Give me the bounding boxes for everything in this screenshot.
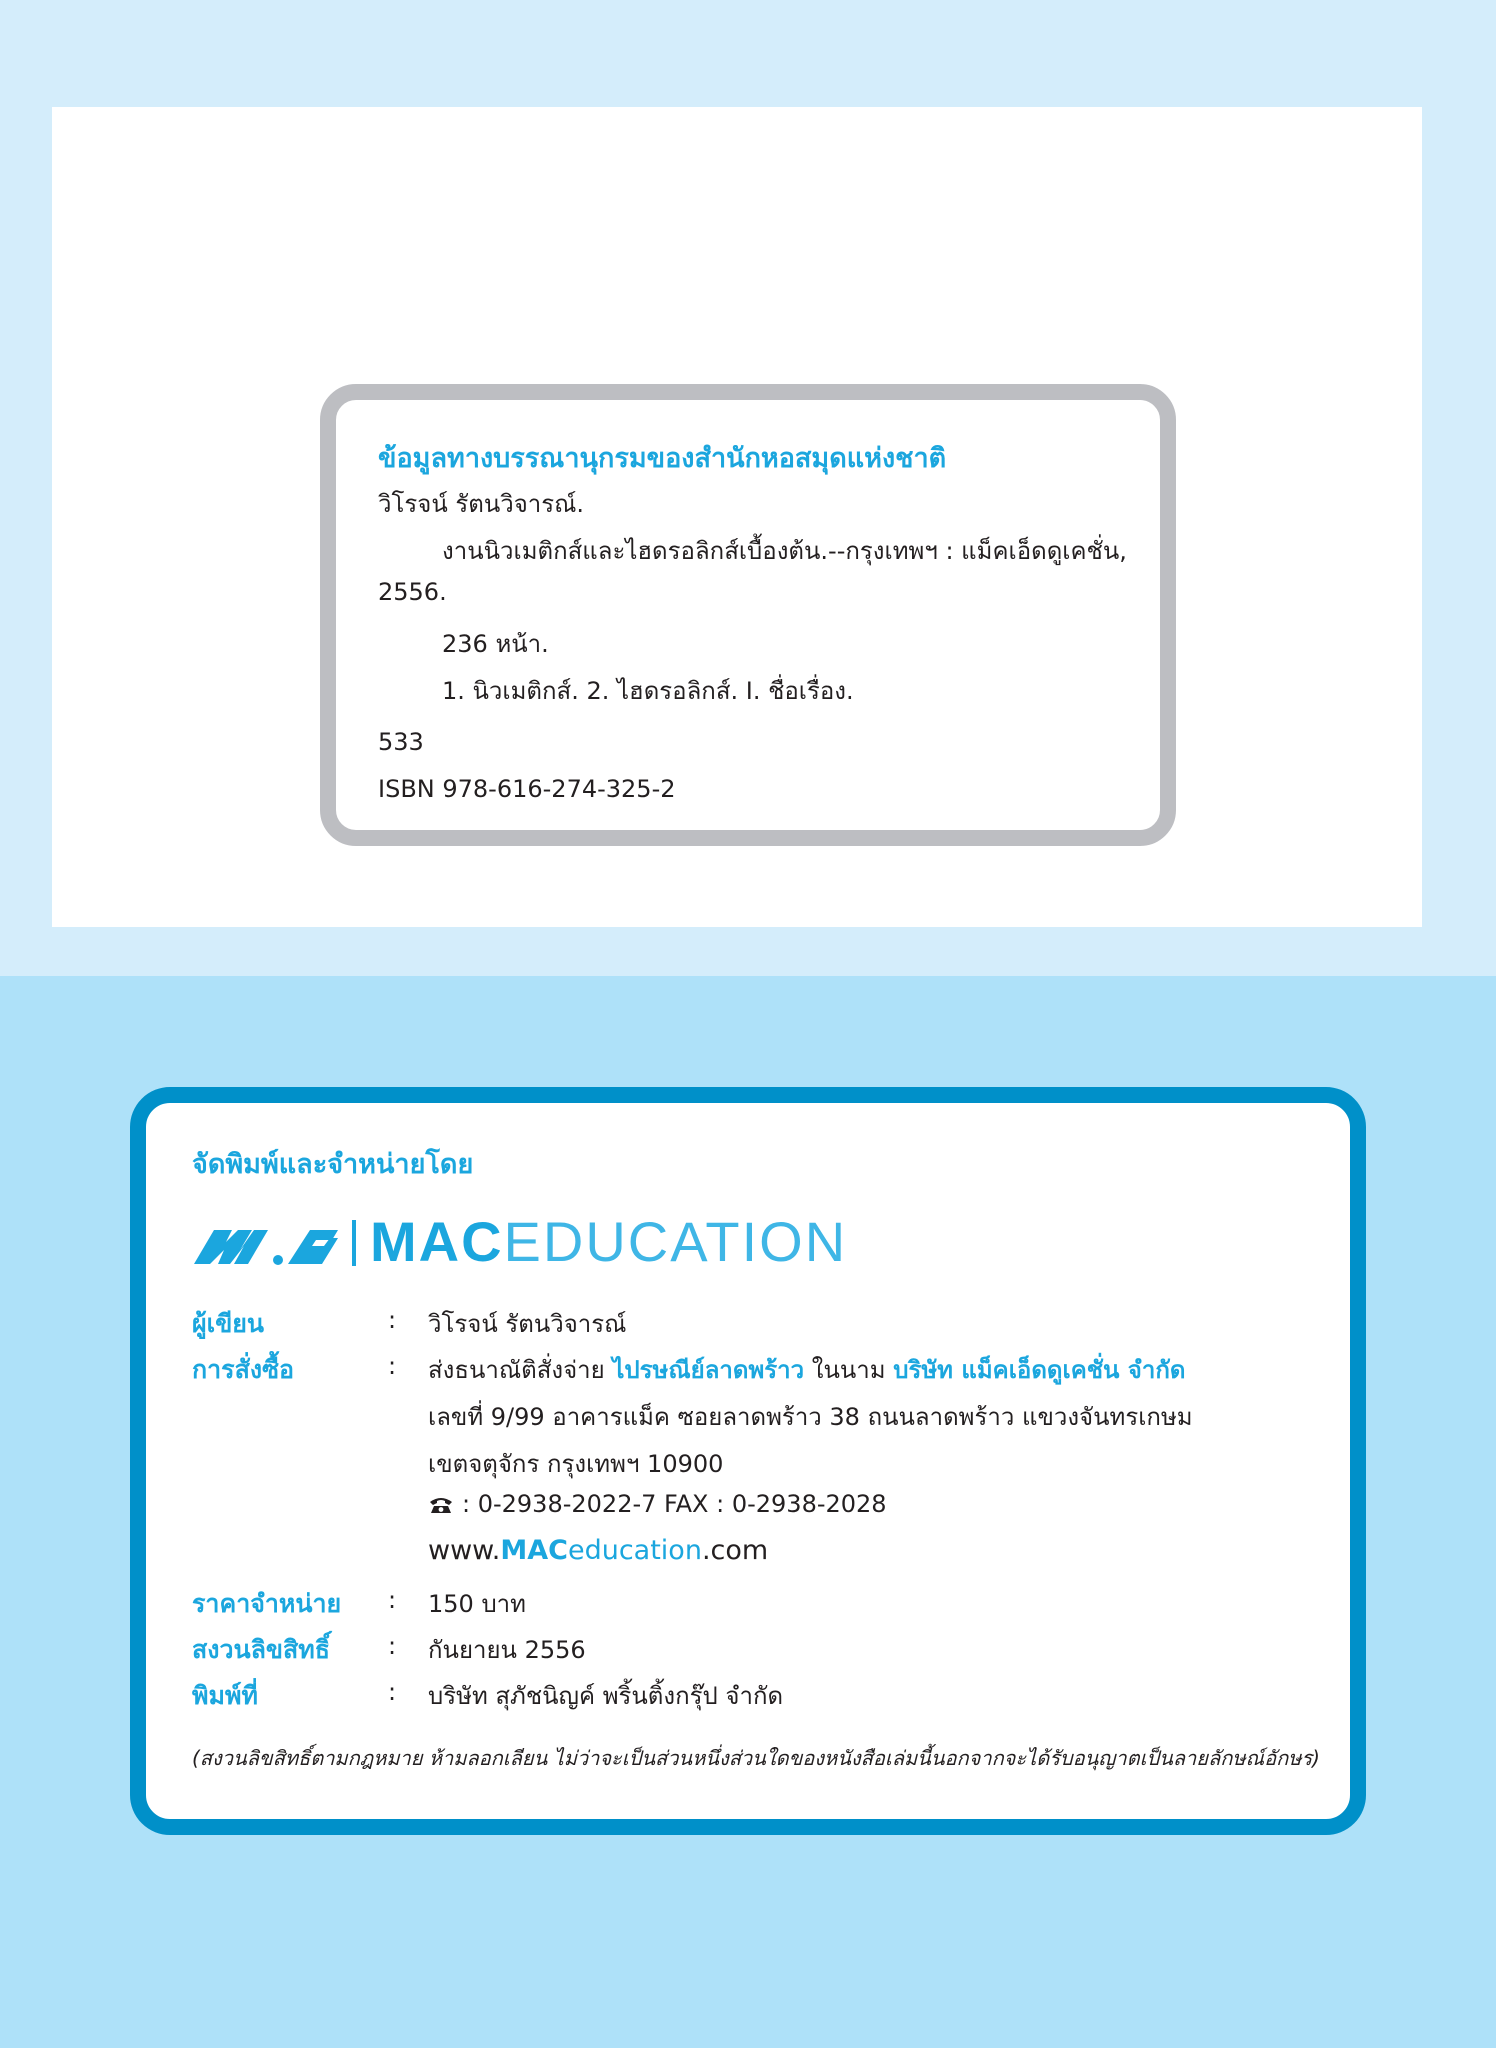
order-text-2: ในนาม bbox=[804, 1356, 894, 1384]
copyright-value: กันยายน 2556 bbox=[428, 1636, 586, 1664]
website-link[interactable] bbox=[428, 1535, 768, 1566]
phone-line bbox=[428, 1490, 887, 1518]
copyright-label: สงวนลิขสิทธิ์ bbox=[192, 1635, 331, 1664]
website-prefix: www. bbox=[428, 1535, 501, 1566]
telephone-icon bbox=[428, 1495, 454, 1515]
printer-value: บริษัท สุภัชนิญค์ พริ้นติ้งกรุ๊ป จำกัด bbox=[428, 1682, 784, 1710]
cip-pages: 236 หน้า. bbox=[442, 630, 549, 658]
author-label: ผู้เขียน bbox=[192, 1309, 265, 1338]
copyright-notice: (สงวนลิขสิทธิ์ตามกฎหมาย ห้ามลอกเลียน ไม่ว่าจะเป็นส่วนหนึ่งส่วนใดของหนังสือเล่มนี้นอกจากจะได้รับอนุญาตเป็นลายลักษณ์อักษร) bbox=[192, 1746, 1320, 1770]
order-label: การสั่งซื้อ bbox=[192, 1355, 295, 1384]
author-value: วิโรจน์ รัตนวิจารณ์ bbox=[428, 1310, 627, 1338]
price-label: ราคาจำหน่าย bbox=[192, 1589, 342, 1618]
cip-isbn: ISBN 978-616-274-325-2 bbox=[378, 775, 676, 803]
website-mac: MAC bbox=[500, 1535, 568, 1566]
logo-divider bbox=[352, 1220, 356, 1266]
address-line-2: เขตจตุจักร กรุงเทพฯ 10900 bbox=[428, 1450, 724, 1478]
cip-author: วิโรจน์ รัตนวิจารณ์. bbox=[378, 490, 585, 518]
website-suffix: .com bbox=[701, 1535, 769, 1566]
logo-wordmark bbox=[370, 1212, 847, 1272]
copyright-colon: : bbox=[388, 1632, 397, 1660]
cip-year: 2556. bbox=[378, 578, 447, 606]
price-value: 150 บาท bbox=[428, 1590, 526, 1618]
order-colon: : bbox=[388, 1352, 397, 1380]
logo-wordmark-mac: MAC bbox=[370, 1210, 504, 1273]
printer-colon: : bbox=[388, 1678, 397, 1706]
website-education: education bbox=[567, 1535, 702, 1566]
order-post-office: ไปรษณีย์ลาดพร้าว bbox=[612, 1356, 805, 1384]
order-value bbox=[428, 1350, 1185, 1389]
cip-title: ข้อมูลทางบรรณานุกรมของสำนักหอสมุดแห่งชาติ bbox=[378, 443, 947, 474]
phone-fax-text: : 0-2938-2022-7 FAX : 0-2938-2028 bbox=[462, 1490, 887, 1518]
price-colon: : bbox=[388, 1586, 397, 1614]
address-line-1: เลขที่ 9/99 อาคารแม็ค ซอยลาดพร้าว 38 ถนนลาดพร้าว แขวงจันทรเกษม bbox=[428, 1403, 1193, 1431]
order-company: บริษัท แม็คเอ็ดดูเคชั่น จำกัด bbox=[893, 1356, 1186, 1384]
cip-classification: 533 bbox=[378, 728, 424, 756]
order-text-1: ส่งธนาณัติสั่งจ่าย bbox=[428, 1356, 613, 1384]
publisher-heading: จัดพิมพ์และจำหน่ายโดย bbox=[192, 1149, 474, 1180]
author-colon: : bbox=[388, 1306, 397, 1334]
logo-wordmark-education: EDUCATION bbox=[503, 1210, 848, 1273]
cip-subjects: 1. นิวเมติกส์. 2. ไฮดรอลิกส์. I. ชื่อเรื่อง. bbox=[442, 677, 854, 705]
publisher-box bbox=[130, 1087, 1366, 1835]
printer-label: พิมพ์ที่ bbox=[192, 1681, 258, 1710]
mac-logo-mark-icon bbox=[192, 1214, 342, 1270]
cip-book-title: งานนิวเมติกส์และไฮดรอลิกส์เบื้องต้น.--กรุงเทพฯ : แม็คเอ็ดดูเคชั่น, bbox=[442, 537, 1127, 565]
